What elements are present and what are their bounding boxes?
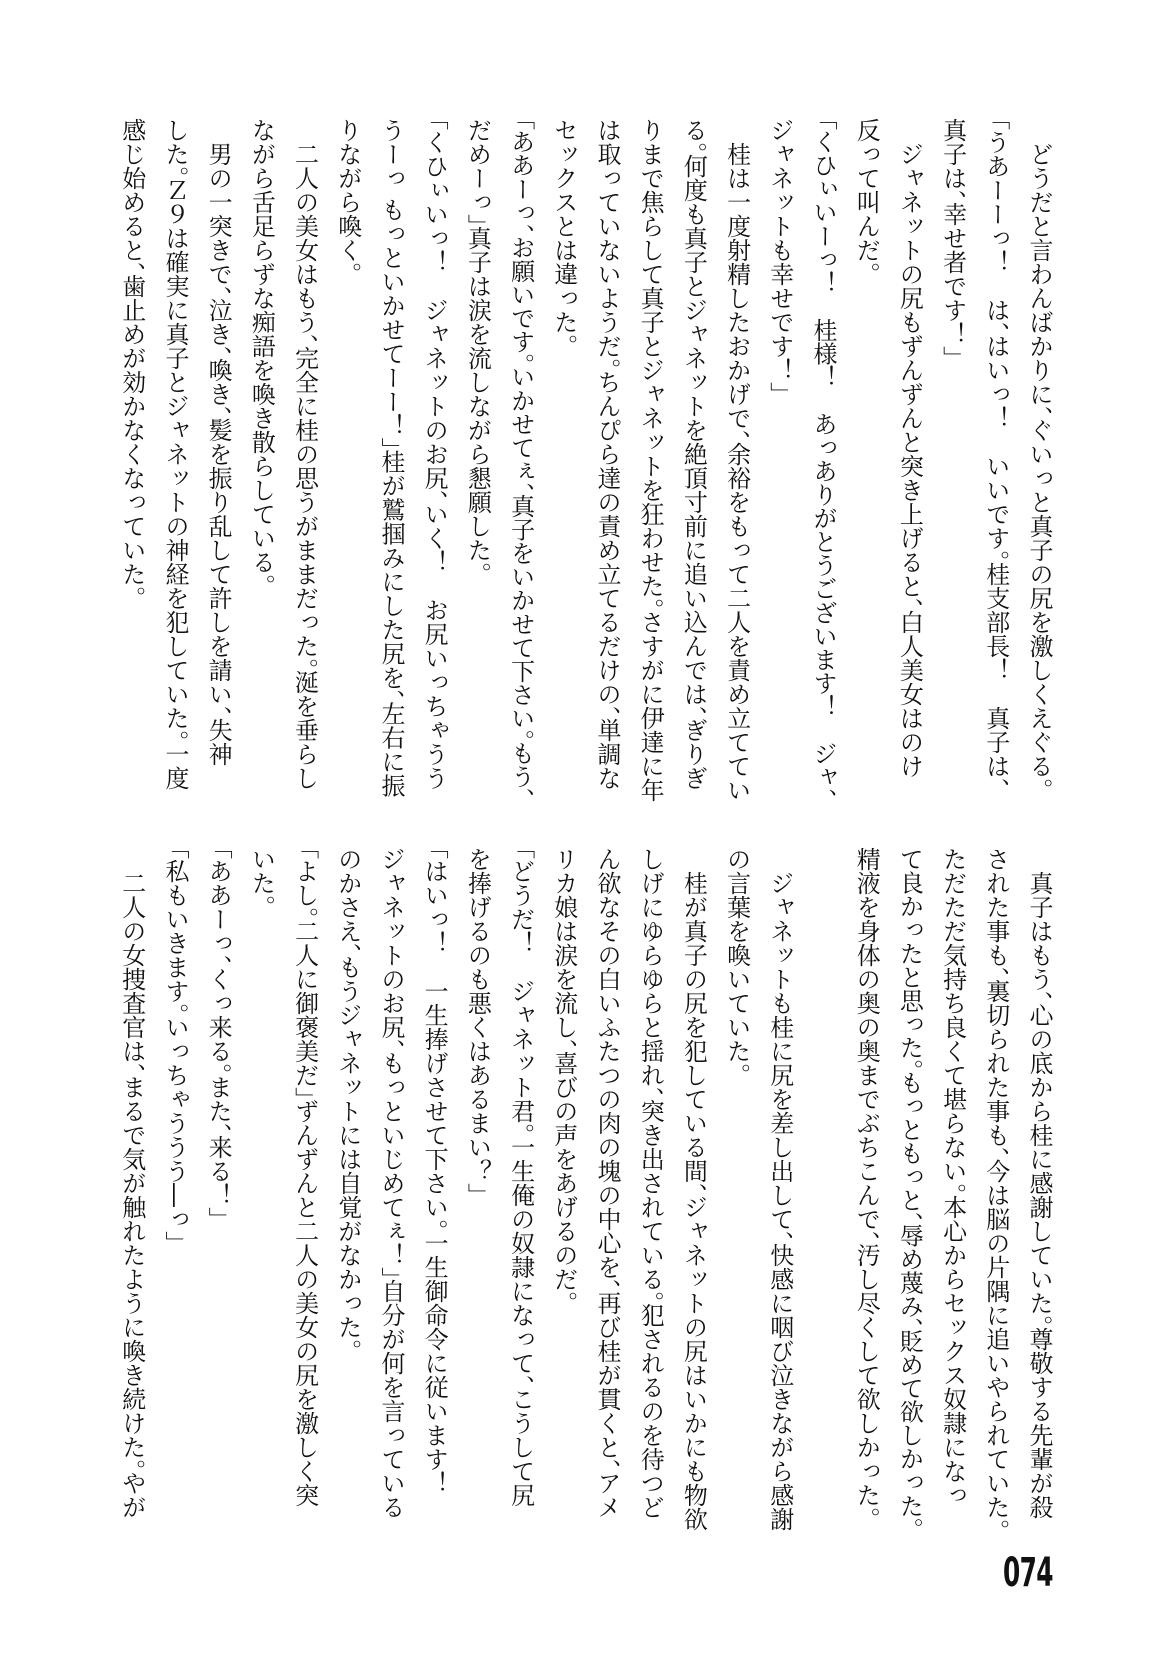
text-line [628, 847, 671, 1537]
text-line-content: 桂が真子の尻を犯している間、ジャネットの尻はいかにも物欲 [679, 871, 708, 1531]
paragraph [844, 847, 1060, 1537]
text-line-content: 「ああーっ、くっ来る。また、来る！」 [204, 847, 233, 1219]
text-line-content: うーっ もっといかせてーー！」桂が鷲掴みにした尻を、左右に振 [376, 118, 405, 798]
paragraph [758, 118, 844, 808]
text-line-content: 男の一突きで、泣き、喚き、髪を振り乱して許しを請い、失神 [204, 142, 233, 766]
text-line [974, 118, 1017, 808]
text-line-content: ジャネットのお尻、もっといじめてぇ！」自分が何を言っている [376, 847, 405, 1519]
text-line [1017, 118, 1060, 808]
text-line-content: しげにゆらゆらと揺れ、突き出されている。犯されるのを待つど [636, 847, 665, 1519]
text-line [239, 847, 282, 1537]
text-line [196, 118, 239, 808]
paragraph [455, 118, 541, 808]
text-line [498, 118, 541, 808]
text-line-content: だめーっ」真子は涙を流しながら懇願した。 [463, 118, 492, 574]
text-line [110, 118, 153, 808]
text-line [239, 118, 282, 808]
text-line [542, 847, 585, 1537]
text-line [369, 118, 412, 808]
text-line [628, 118, 671, 808]
text-line-content: ジャネットも幸せです！」 [765, 118, 794, 394]
text-line-content: 桂は一度射精したおかげで、余裕をもって二人を責め立ててい [722, 142, 751, 802]
text-line [369, 847, 412, 1537]
text-line [801, 118, 844, 808]
text-line [326, 118, 369, 808]
text-line [498, 847, 541, 1537]
text-line-content: の言葉を喚いていた。 [722, 847, 751, 1075]
paragraph [239, 118, 325, 808]
text-line [282, 847, 325, 1537]
text-line-content: セックスとは違った。 [549, 118, 578, 346]
text-line [714, 118, 757, 808]
text-line-content: 「よし。二人に御褒美だ」ずんずんと二人の美女の尻を激しく突 [290, 847, 319, 1507]
text-line [887, 847, 930, 1537]
text-line [887, 118, 930, 808]
text-line-content: 「うあーーっ！ は、はいっ！ いいです。桂支部長！ 真子は、 [981, 118, 1010, 790]
text-line [758, 847, 801, 1537]
text-line [153, 847, 196, 1537]
bottom-text-block [110, 847, 1060, 1537]
paragraph [326, 118, 456, 808]
text-line-content: 「ああーっ、お願いです。いかせてぇ、真子をいかせて下さい。もう、 [506, 118, 535, 800]
text-line [455, 118, 498, 808]
text-line-content: ジャネットの尻もずんずんと突き上げると、白人美女はのけ [895, 142, 924, 778]
text-line-content: 「くひぃいっ！ ジャネットのお尻、いく！ お尻いっちゃうう [420, 118, 449, 790]
text-line-content: 真子は、幸せ者です！」 [938, 118, 967, 358]
text-line [412, 118, 455, 808]
text-line [282, 118, 325, 808]
text-line [671, 847, 714, 1537]
text-line-content: りながら喚く。 [333, 118, 362, 274]
text-line-content: ただただ気持ち良くて堪らない。本心からセックス奴隷になっ [938, 847, 967, 1507]
text-line [974, 847, 1017, 1537]
paragraph [930, 118, 1016, 808]
paragraph [542, 847, 715, 1537]
text-line [930, 118, 973, 808]
paragraph [326, 847, 456, 1537]
text-line-content: いた。 [247, 847, 276, 907]
text-line-content: りまで焦らして真子とジャネットを狂わせた。さすがに伊達に年 [636, 118, 665, 802]
text-line-content: どうだと言わんばかりに、ぐいっと真子の尻を激しくえぐる。 [1025, 142, 1053, 790]
text-line-content: された事も、裏切られた事も、今は脳の片隅に追いやられていた。 [981, 847, 1010, 1531]
text-line [585, 118, 628, 808]
text-line [930, 847, 973, 1537]
text-line [196, 847, 239, 1537]
text-line-content: リカ娘は涙を流し、喜びの声をあげるのだ。 [549, 847, 578, 1303]
paragraph [1017, 118, 1060, 808]
paragraph [110, 118, 240, 808]
text-line-content: ん欲なその白いふたつの肉の塊の中心を、再び桂が貫くと、アメ [592, 847, 621, 1519]
text-line [455, 847, 498, 1537]
text-line [1017, 847, 1060, 1537]
paragraph [196, 847, 239, 1537]
paragraph [455, 847, 541, 1537]
paragraph [110, 847, 153, 1537]
text-line-content: 真子はもう、心の底から桂に感謝していた。尊敬する先輩が殺 [1025, 871, 1053, 1519]
text-line [714, 847, 757, 1537]
text-line-content: ながら舌足らずな痴語を喚き散らしている。 [247, 118, 276, 586]
text-line-content: した。Ｚ９は確実に真子とジャネットの神経を犯していた。一度 [160, 118, 189, 790]
text-line [844, 847, 887, 1537]
text-line-content: ジャネットも桂に尻を差し出して、快感に咽び泣きながら感謝 [765, 871, 794, 1531]
text-line [153, 118, 196, 808]
text-line [412, 847, 455, 1537]
text-line [758, 118, 801, 808]
text-line-content: 「どうだ！ ジャネット君。一生俺の奴隷になって、こうして尻 [506, 847, 535, 1507]
paragraph [153, 847, 196, 1537]
text-line-content: は取っていないようだ。ちんぴら達の責め立てるだけの、単調な [592, 118, 621, 790]
text-line-content: る。何度も真子とジャネットを絶頂寸前に追い込んでは、ぎりぎ [679, 118, 708, 790]
text-line-content: 二人の女捜査官は、まるで気が触れたように喚き続けた。やが [117, 871, 146, 1519]
paragraph [844, 118, 930, 808]
paragraph [542, 118, 758, 808]
text-line-content: 「はいっ！ 一生捧げさせて下さい。一生御命令に従います！ [420, 847, 449, 1495]
text-line [110, 847, 153, 1537]
text-line-content: て良かったと思った。もっともっと、辱め蔑み、貶めて欲しかった。 [895, 847, 924, 1529]
text-line-content: を捧げるのも悪くはあるまい？」 [463, 847, 492, 1195]
paragraph [714, 847, 800, 1537]
text-line [326, 847, 369, 1537]
text-line-content: 反って叫んだ。 [852, 118, 881, 274]
text-line-content: 感じ始めると、歯止めが効かなくなっていた。 [117, 118, 146, 598]
text-line [844, 118, 887, 808]
text-line-content: 「くひぃいーっ！ 桂様！ あっありがとうございます！ ジャ、 [808, 118, 837, 800]
text-line-content: のかさえ、もうジャネットには自覚がなかった。 [333, 847, 362, 1351]
page-number: 074 [1003, 1550, 1053, 1596]
text-line-content: 「私もいきます。いっちゃううう―っ」 [160, 847, 189, 1243]
text-line [671, 118, 714, 808]
text-line-content: 精液を身体の奥の奥までぶちこんで、汚し尽くして欲しかった。 [852, 847, 881, 1519]
text-line [585, 847, 628, 1537]
text-line-content: 二人の美女はもう、完全に桂の思うがままだった。涎を垂らし [290, 142, 319, 790]
text-line [542, 118, 585, 808]
paragraph [239, 847, 325, 1537]
top-text-block [110, 118, 1060, 808]
